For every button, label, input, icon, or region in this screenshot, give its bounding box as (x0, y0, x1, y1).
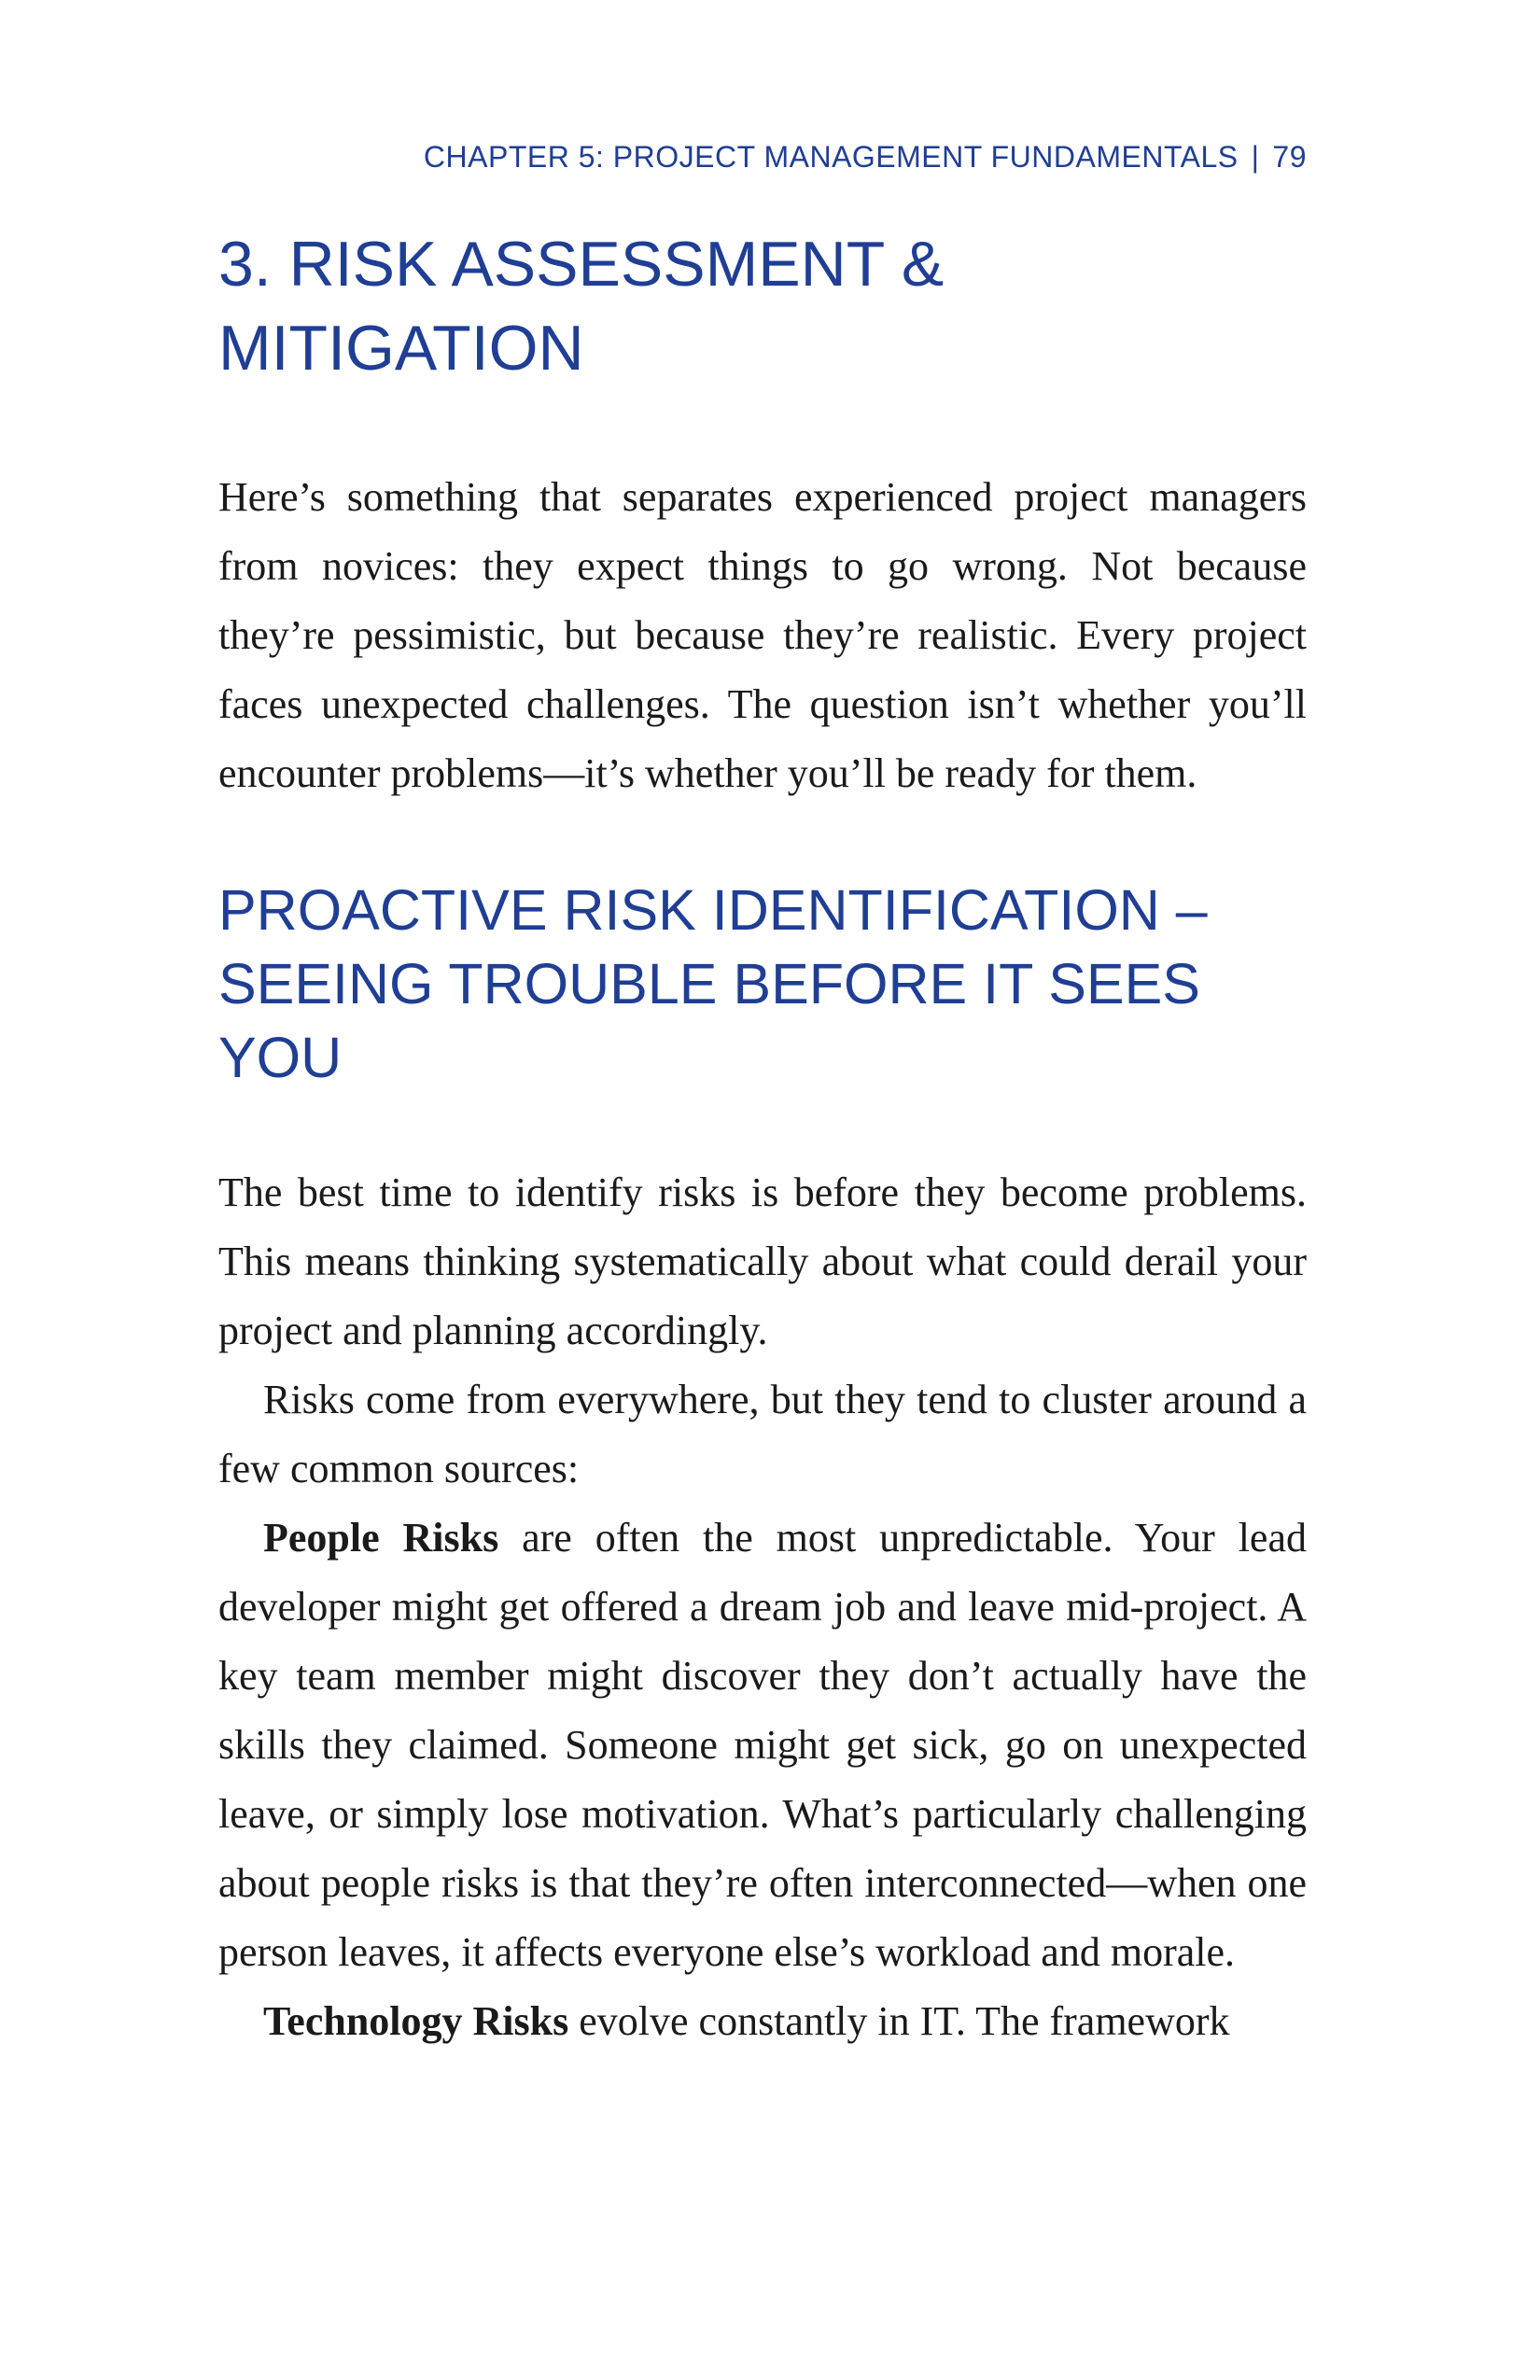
technology-risks-term: Technology Risks (263, 1998, 569, 2044)
running-header (424, 140, 1307, 175)
chapter-title: 3. RISK ASSESSMENT & MITIGATION (218, 229, 945, 384)
running-title: CHAPTER 5: PROJECT MANAGEMENT FUNDAMENTALS (423, 140, 1239, 174)
technology-risks-paragraph (218, 1987, 1307, 2056)
header-separator: | (1251, 140, 1260, 174)
page-content (218, 222, 1307, 2056)
people-risks-text: are often the most unpredictable. Your lead developer might get offered a dream job and leave mid-project. A key team member might discover they don’t actually have the skills they claimed. Someone might get sick, go on unexpected leave, or simply lose motivation. What’s particularly challenging about people risks is that they’re often interconnected—when one person leaves, it affects everyone else’s workload and morale. (218, 1515, 1307, 1975)
section-paragraph-1: The best time to identify risks is before they become problems. This means thinking systematically about what could derail your project and planning accordingly. (218, 1169, 1307, 1353)
people-risks-paragraph (218, 1504, 1307, 1987)
intro-paragraph: Here’s something that separates experienced project managers from novices: they expect things to go wrong. Not because they’re pessimistic, but because they’re realistic. Every project faces unexpected challenges. The question isn’t whether you’ll encounter problems—it’s whether you’ll be ready for them. (218, 474, 1307, 796)
people-risks-term: People Risks (263, 1515, 499, 1561)
section-paragraph-2: Risks come from everywhere, but they tend to cluster around a few common sources: (218, 1377, 1307, 1491)
technology-risks-text: evolve constantly in IT. The framework (568, 1998, 1230, 2044)
page-number: 79 (1272, 140, 1307, 174)
section-title: PROACTIVE RISK IDENTIFICATION – SEEING TROUBLE BEFORE IT SEES YOU (218, 878, 1208, 1089)
